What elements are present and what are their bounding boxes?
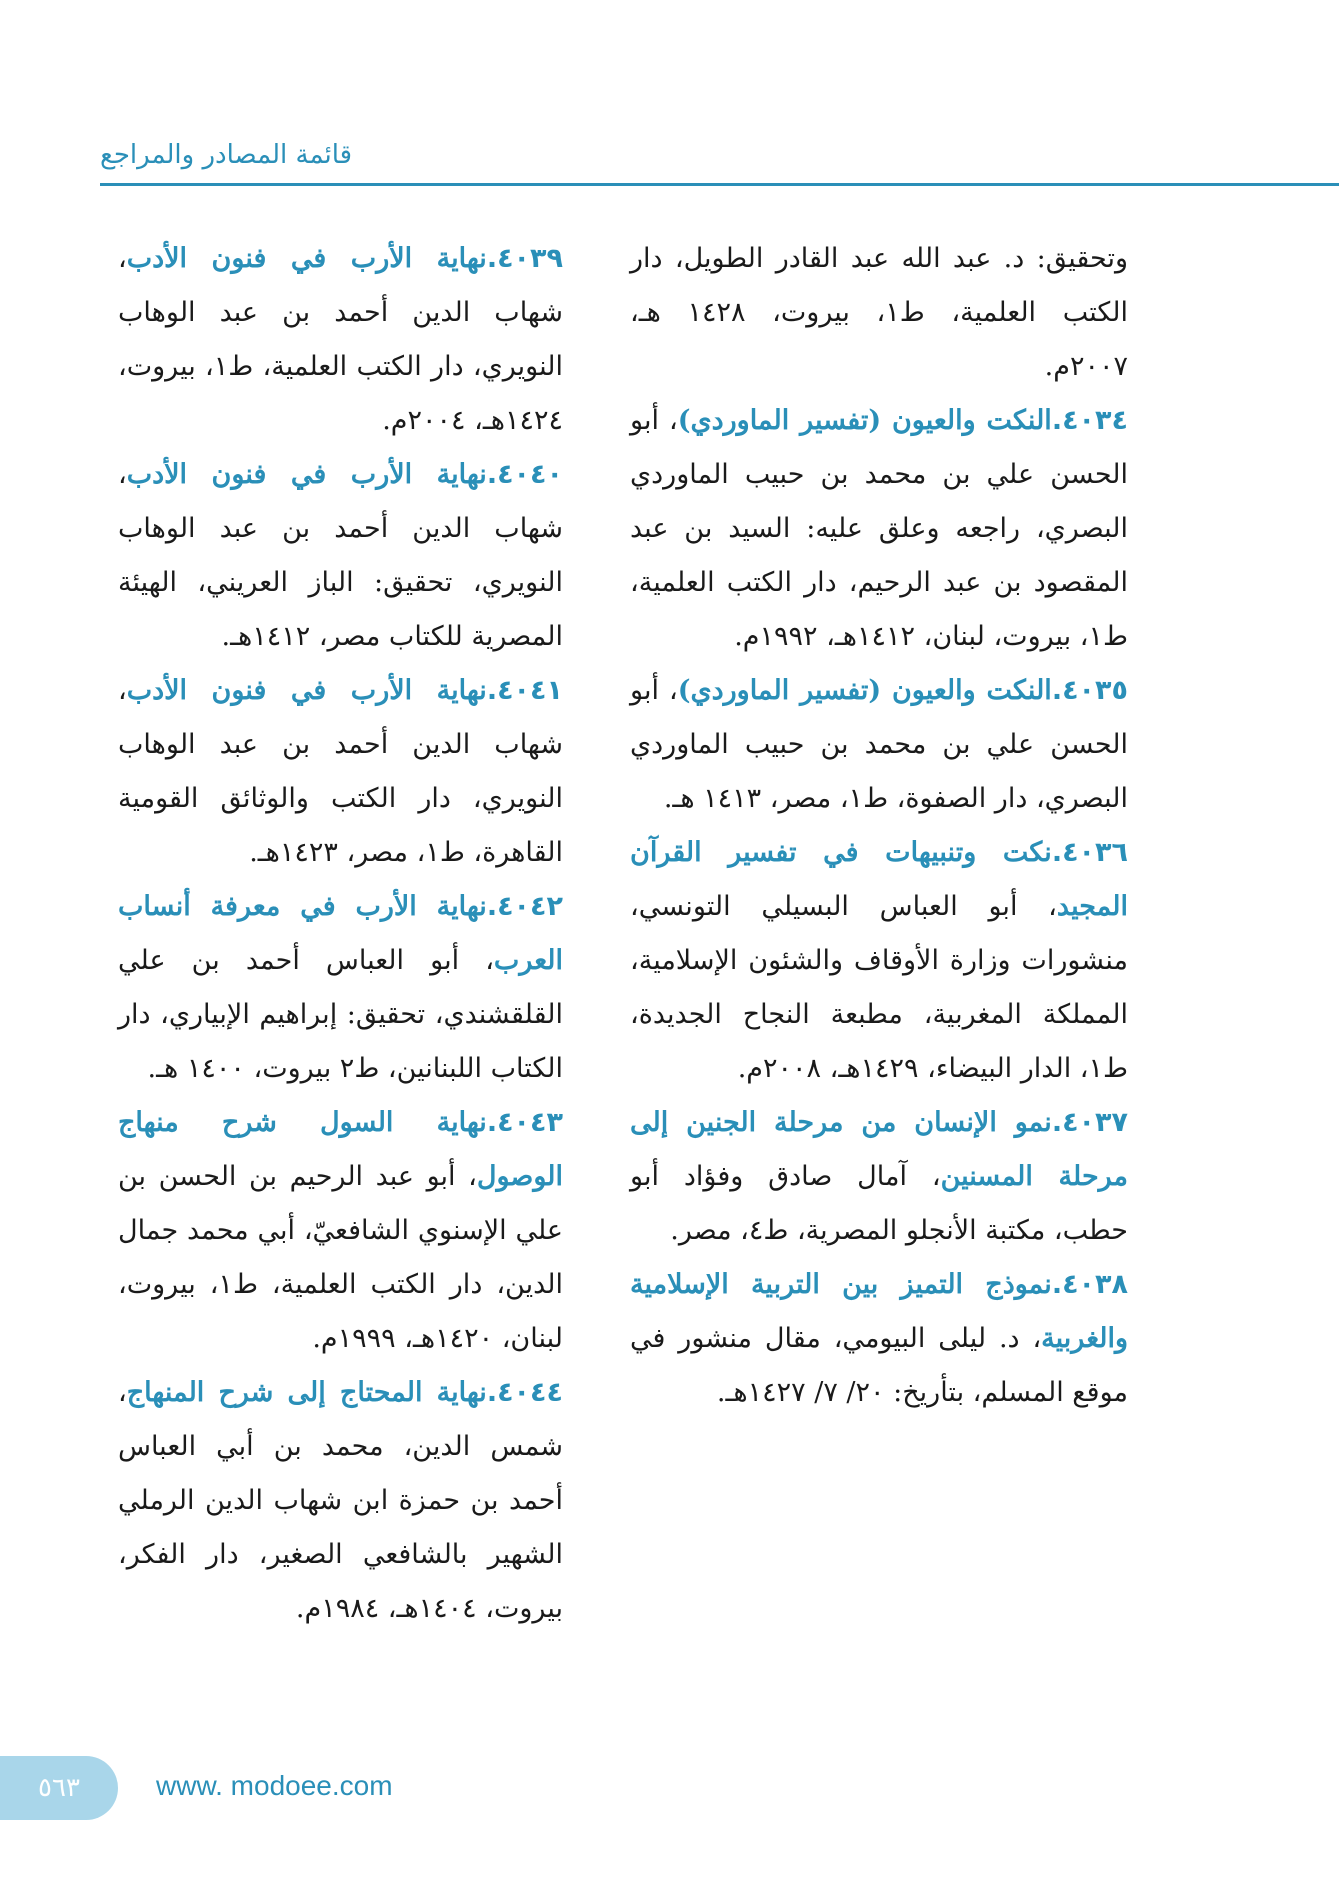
- bibliography-column-left: [118, 232, 563, 1636]
- bibliography-entry: [118, 664, 563, 880]
- entry-title: نهاية الأرب في فنون الأدب: [126, 243, 487, 274]
- entry-number: ٤٠٣٦.: [1051, 837, 1128, 868]
- entry-number: ٤٠٤١.: [486, 675, 563, 706]
- bibliography-entry: [630, 394, 1128, 664]
- entry-number: ٤٠٤٤.: [486, 1377, 563, 1408]
- entry-number: ٤٠٣٨.: [1051, 1269, 1128, 1300]
- bibliography-entry: [118, 448, 563, 664]
- entry-details: ، أبو الحسن علي بن محمد بن حبيب الماوردي البصري، دار الصفوة، ط١، مصر، ١٤١٣ هـ.: [630, 675, 1128, 814]
- entry-title: النكت والعيون (تفسير الماوردي): [677, 405, 1052, 436]
- entry-title: النكت والعيون (تفسير الماوردي): [677, 675, 1052, 706]
- entry-number: ٤٠٤٣.: [486, 1107, 563, 1138]
- header-rule: [100, 183, 1339, 186]
- entry-details: ، أبو عبد الرحيم بن الحسن بن علي الإسنوي الشافعيّ، أبي محمد جمال الدين، دار الكتب العلمية، ط١، بيروت، لبنان، ١٤٢٠هـ، ١٩٩٩م.: [118, 1161, 563, 1354]
- entry-details: ، شهاب الدين أحمد بن عبد الوهاب النويري، تحقيق: الباز العريني، الهيئة المصرية للكتاب مصر، ١٤١٢هـ.: [118, 459, 563, 652]
- bibliography-entry: [630, 664, 1128, 826]
- entry-number: ٤٠٤٠.: [486, 459, 563, 490]
- entry-number: ٤٠٣٧.: [1051, 1107, 1128, 1138]
- bibliography-entry: [630, 1096, 1128, 1258]
- entry-number: ٤٠٣٤.: [1051, 405, 1128, 436]
- entry-continuation: وتحقيق: د. عبد الله عبد القادر الطويل، دار الكتب العلمية، ط١، بيروت، ١٤٢٨ هـ، ٢٠٠٧م.: [630, 243, 1128, 382]
- bibliography-entry: [118, 1366, 563, 1636]
- bibliography-column-right: [630, 232, 1128, 1420]
- entry-title: نهاية المحتاج إلى شرح المنهاج: [126, 1377, 487, 1408]
- entry-number: ٤٠٣٩.: [486, 243, 563, 274]
- entry-details: ، أبو العباس البسيلي التونسي، منشورات وزارة الأوقاف والشئون الإسلامية، المملكة المغربية، مطبعة النجاح الجديدة، ط١، الدار البيضاء، ١٤٢٩هـ، ٢٠٠٨م.: [630, 891, 1128, 1084]
- entry-title: نهاية الأرب في معرفة أنساب العرب: [118, 891, 563, 976]
- entry-details: ، آمال صادق وفؤاد أبو حطب، مكتبة الأنجلو المصرية، ط٤، مصر.: [630, 1161, 1128, 1246]
- entry-title: نهاية الأرب في فنون الأدب: [126, 459, 487, 490]
- entry-title: نهاية السول شرح منهاج الوصول: [118, 1107, 563, 1192]
- page-number: ٥٦٣: [0, 1756, 118, 1820]
- running-header: قائمة المصادر والمراجع: [100, 140, 353, 170]
- entry-details: ، شهاب الدين أحمد بن عبد الوهاب النويري، دار الكتب والوثائق القومية القاهرة، ط١، مصر، ١٤٢٣هـ.: [118, 675, 563, 868]
- bibliography-entry: [118, 232, 563, 448]
- entry-details: ، شمس الدين، محمد بن أبي العباس أحمد بن حمزة ابن شهاب الدين الرملي الشهير بالشافعي الصغير، دار الفكر، بيروت، ١٤٠٤هـ، ١٩٨٤م.: [118, 1377, 563, 1624]
- entry-details: ، شهاب الدين أحمد بن عبد الوهاب النويري، دار الكتب العلمية، ط١، بيروت، ١٤٢٤هـ، ٢٠٠٤م.: [118, 243, 563, 436]
- bibliography-entry: [118, 1096, 563, 1366]
- entry-details: ، د. ليلى البيومي، مقال منشور في موقع المسلم، بتأريخ: ٢٠/ ٧/ ١٤٢٧هـ.: [630, 1323, 1128, 1408]
- entry-title: نكت وتنبيهات في تفسير القرآن المجيد: [630, 837, 1128, 922]
- bibliography-entry: [630, 1258, 1128, 1420]
- entry-title: نهاية الأرب في فنون الأدب: [126, 675, 487, 706]
- website-link[interactable]: www. modoee.com: [156, 1770, 393, 1801]
- bibliography-entry: [630, 826, 1128, 1096]
- entry-number: ٤٠٤٢.: [486, 891, 563, 922]
- entry-title: نموذج التميز بين التربية الإسلامية والغربية: [630, 1269, 1128, 1354]
- entry-details: ، أبو العباس أحمد بن علي القلقشندي، تحقيق: إبراهيم الإبياري، دار الكتاب اللبنانين، ط٢ بيروت، ١٤٠٠ هـ.: [118, 945, 563, 1084]
- entry-details: ، أبو الحسن علي بن محمد بن حبيب الماوردي البصري، راجعه وعلق عليه: السيد بن عبد المقصود بن عبد الرحيم، دار الكتب العلمية، ط١، بيروت، لبنان، ١٤١٢هـ، ١٩٩٢م.: [630, 405, 1128, 652]
- bibliography-entry: [118, 880, 563, 1096]
- entry-title: نمو الإنسان من مرحلة الجنين إلى مرحلة المسنين: [630, 1107, 1128, 1192]
- entry-number: ٤٠٣٥.: [1051, 675, 1128, 706]
